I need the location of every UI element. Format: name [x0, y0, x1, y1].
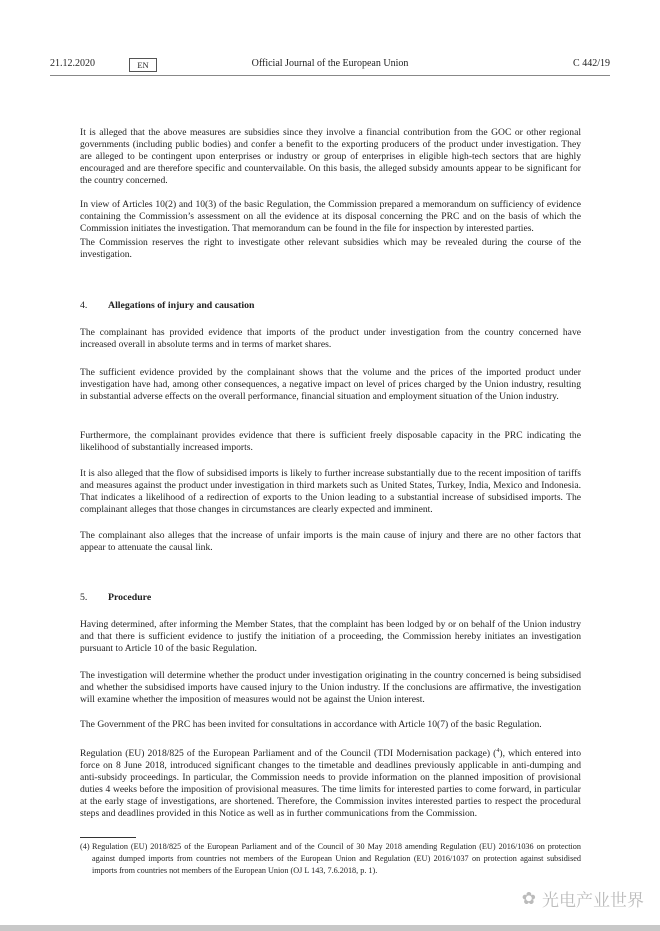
- paragraph: In view of Articles 10(2) and 10(3) of the basic Regulation, the Commission prepared a memorandum on sufficiency of evidence containing the Commission’s assessment on all the evidence at its disposal concerning the PRC and on the basis of which the Commission initiates the investigation. That memorandum can be found in the file for inspection by interested parties.: [80, 199, 581, 234]
- section-heading-4: [80, 300, 254, 311]
- paragraph: It is alleged that the above measures are subsidies since they involve a financial contribution from the GOC or other regional governments (including public bodies) and confer a benefit to the exporting producers of the product under investigation. They are alleged to be contingent upon enterprises or industry or group of enterprises in eligible high-tech sectors that are highly encouraged and are therefore specific and countervailable. On this basis, the alleged subsidy amounts appear to be significant for the country concerned.: [80, 127, 581, 186]
- paragraph: The sufficient evidence provided by the complainant shows that the volume and the prices of the imported product under investigation have had, among other consequences, a negative impact on level of prices charged by the Union industry, resulting in substantial adverse effects on the overall performance, financial situation and employment situation of the Union industry.: [80, 367, 581, 402]
- paragraph: The complainant also alleges that the increase of unfair imports is the main cause of injury and there are no other factors that appear to attenuate the causal link.: [80, 530, 581, 553]
- paragraph: It is also alleged that the flow of subsidised imports is likely to further increase substantially due to the recent imposition of tariffs and measures against the product under investigation in third markets such as United States, Turkey, India, Mexico and Indonesia. That indicates a likelihood of a redirection of exports to the Union leading to a substantial increase of subsidised imports. The complainant alleges that those changes in circumstances are clearly expected and imminent.: [80, 468, 581, 515]
- header-date: 21.12.2020: [50, 58, 95, 69]
- section-number: 5.: [80, 592, 88, 603]
- paragraph: Having determined, after informing the Member States, that the complaint has been lodged by or on behalf of the Union industry and that there is sufficient evidence to justify the initiation of a proceeding, the Commission hereby initiates an investigation pursuant to Article 10 of the basic Regulation.: [80, 619, 581, 654]
- bottom-bar: [0, 925, 660, 931]
- header-rule: [50, 75, 610, 76]
- text: Regulation (EU) 2018/825 of the European Parliament and of the Council (TDI Modernisation package) (: [80, 748, 497, 760]
- watermark-text: 光电产业世界: [542, 891, 644, 911]
- section-number: 4.: [80, 300, 88, 311]
- paragraph: The investigation will determine whether the product under investigation originating in the country concerned is being subsidised and whether the subsidised imports have caused injury to the Union industry. If the conclusions are affirmative, the investigation will examine whether the imposition of measures would not be against the Union interest.: [80, 670, 581, 705]
- footnote-marker: (4): [80, 842, 90, 851]
- journal-title: Official Journal of the European Union: [251, 58, 409, 69]
- footnote-ref[interactable]: 4: [496, 748, 500, 754]
- paragraph: The Commission reserves the right to investigate other relevant subsidies which may be revealed during the course of the investigation.: [80, 237, 581, 260]
- paragraph: Furthermore, the complainant provides evidence that there is sufficient freely disposable capacity in the PRC indicating the likelihood of substantially increased imports.: [80, 430, 581, 453]
- language-badge: EN: [129, 58, 157, 72]
- wechat-icon: ✿: [521, 888, 536, 909]
- paragraph: [80, 745, 581, 820]
- section-title: Allegations of injury and causation: [108, 300, 255, 311]
- text: ), which entered into force on 8 June 2018, introduced significant changes to the timetable and deadlines previously applicable in anti-dumping and anti-subsidy proceedings. In particular, the Commission needs to provide information on the planned imposition of provisional duties 4 weeks before the imposition of provisional measures. The time limits for interested parties to come forward, in particular at the early stage of investigations, are shortened. Therefore, the Commission invites interested parties to respect the procedural steps and deadlines provided in this Notice as well as in further communications from the Commission.: [80, 748, 581, 820]
- paragraph: The complainant has provided evidence that imports of the product under investigation from the country concerned have increased overall in absolute terms and in terms of market shares.: [80, 327, 581, 350]
- footnote-rule: [80, 837, 136, 838]
- footnote: [80, 841, 581, 877]
- section-title: Procedure: [108, 592, 152, 603]
- section-heading-5: [80, 592, 151, 603]
- watermark: [522, 886, 644, 911]
- paragraph: The Government of the PRC has been invited for consultations in accordance with Article 10(7) of the basic Regulation.: [80, 719, 542, 730]
- footnote-text: Regulation (EU) 2018/825 of the European Parliament and of the Council of 30 May 2018 amending Regulation (EU) 2016/1036 on protection against dumped imports from countries not members of the European Union and Regulation (EU) 2016/1037 on protection against subsidised imports from countries not members of the European Union (OJ L 143, 7.6.2018, p. 1).: [92, 842, 581, 875]
- header-reference: C 442/19: [573, 58, 610, 69]
